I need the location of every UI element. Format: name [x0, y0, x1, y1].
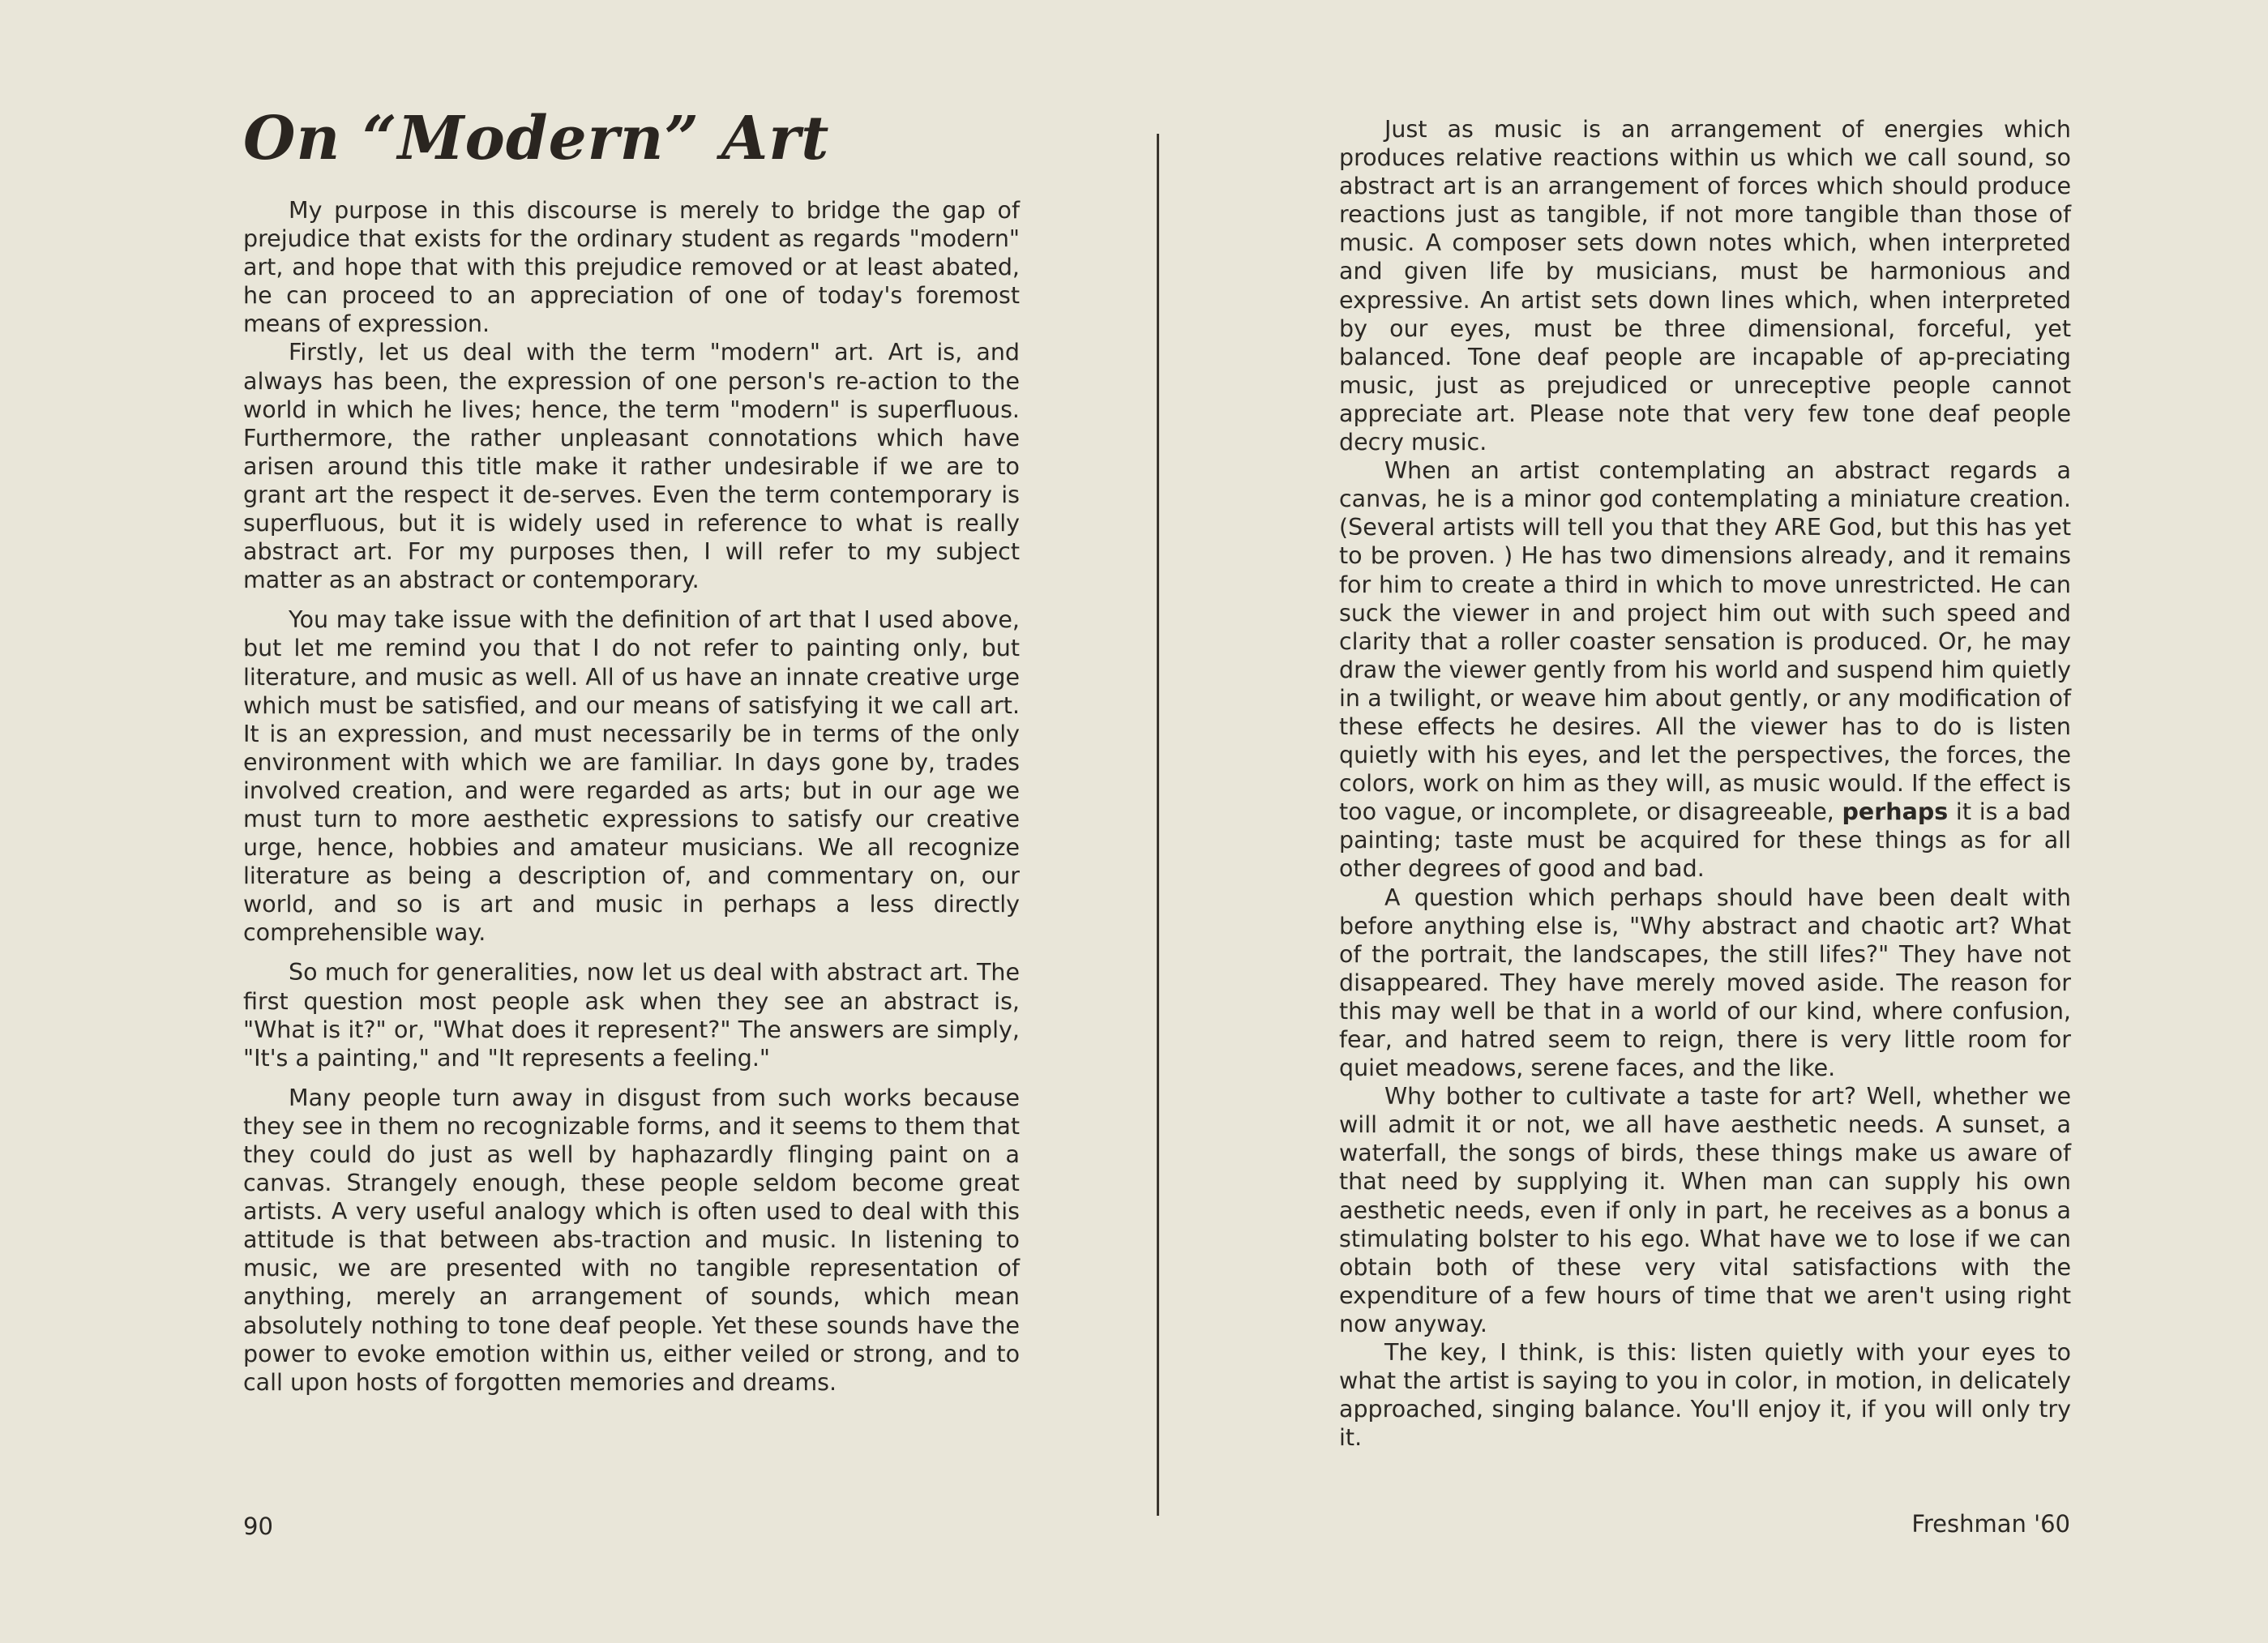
column-divider [1157, 134, 1159, 1516]
left-column [243, 196, 1020, 1397]
paragraph-2: Firstly, let us deal with the term "modern" art. Art is, and always has been, the expression of one person's re-action to the world in which he lives; hence, the term "modern" is superfluous. Furthermore, the rather unpleasant connotations which have arisen around this title make it rather undesirable if we are to grant art the respect it de-serves. Even the term contemporary is superfluous, but it is widely used in reference to what is really abstract art. For my purposes then, I will refer to my subject matter as an abstract or contemporary. [243, 339, 1020, 594]
paragraph-1: My purpose in this discourse is merely to bridge the gap of prejudice that exists for the ordinary student as regards "modern" art, and hope that with this prejudice removed or at least abated, he can proceed to an appreciation of one of today's foremost means of expression. [243, 197, 1020, 338]
paragraph-9: Why bother to cultivate a taste for art? Well, whether we will admit it or not, we all have aesthetic needs. A sunset, a waterfall, the songs of birds, these things make us aware of that need by supplying it. When man can supply his own aesthetic needs, even if only in part, he receives as a bonus a stimulating bolster to his ego. What have we to lose if we can obtain both of these very vital satisfactions with the expenditure of a few hours of time that we aren't using right now anyway. [1339, 1083, 2071, 1337]
paragraph-6: Just as music is an arrangement of energies which produces relative reactions within us which we call sound, so abstract art is an arrangement of forces which should produce reactions just as tangible, if not more tangible than those of music. A composer sets down notes which, when interpreted and given life by musicians, must be harmonious and expressive. An artist sets down lines which, when interpreted by our eyes, must be three dimensional, forceful, yet balanced. Tone deaf people are incapable of ap-preciating music, just as prejudiced or unreceptive people cannot appreciate art. Please note that very few tone deaf people decry music. [1339, 116, 2071, 456]
paragraph-7-text-b: it is a bad painting; taste must be acquired for these things as for all other degrees of good and bad. [1339, 798, 2072, 883]
paragraph-7-text-a: When an artist contemplating an abstract regards a canvas, he is a minor god contemplating a miniature creation. (Several artists will tell you that they ARE God, but this has yet to be proven. ) He has two dimensions already, and it remains for him to create a third in which to move unrestricted. He can suck the viewer in and project him out with such speed and clarity that a roller coaster sensation is produced. Or, he may draw the viewer gently from his world and suspend him quietly in a twilight, or weave him about gently, or any modification of these effects he desires. All the viewer has to do is listen quietly with his eyes, and let the perspectives, the forces, the colors, work on him as they will, as music would. If the effect is too vague, or incomplete, or disagreeable, [1339, 457, 2071, 826]
paragraph-7 [1339, 456, 2071, 883]
page-number: 90 [243, 1513, 273, 1540]
paragraph-3: You may take issue with the definition of art that I used above, but let me remind you that I do not refer to painting only, but literature, and music as well. All of us have an innate creative urge which must be satisfied, and our means of satisfying it we call art. It is an expression, and must necessarily be in terms of the only environment with which we are familiar. In days gone by, trades involved creation, and were regarded as arts; but in our age we must turn to more aesthetic expressions to satisfy our creative urge, hence, hobbies and amateur musicians. We all recognize literature as being a description of, and commentary on, our world, and so is art and music in perhaps a less directly comprehensible way. [243, 606, 1020, 947]
article-title: On “Modern” Art [243, 104, 830, 173]
right-column [1339, 115, 2071, 1452]
paragraph-5: Many people turn away in disgust from such works because they see in them no recognizable forms, and it seems to them that they could do just as well by haphazardly flinging paint on a canvas. Strangely enough, these people seldom become great artists. A very useful analogy which is often used to deal with this attitude is that between abs-traction and music. In listening to music, we are presented with no tangible representation of anything, merely an arrangement of sounds, which mean absolutely nothing to tone deaf people. Yet these sounds have the power to evoke emotion within us, either veiled or strong, and to call upon hosts of forgotten memories and dreams. [243, 1084, 1020, 1396]
paragraph-10: The key, I think, is this: listen quietly with your eyes to what the artist is saying to you in color, in motion, in delicately approached, singing balance. You'll enjoy it, if you will only try it. [1339, 1339, 2071, 1452]
footer-label: Freshman '60 [1911, 1510, 2070, 1538]
paragraph-4: So much for generalities, now let us deal with abstract art. The first question most people ask when they see an abstract is, "What is it?" or, "What does it represent?" The answers are simply, "It's a painting," and "It represents a feeling." [243, 959, 1020, 1072]
emphasis-perhaps: perhaps [1842, 798, 1949, 826]
paragraph-8: A question which perhaps should have been dealt with before anything else is, "Why abstract and chaotic art? What of the portrait, the landscapes, the still lifes?" They have not disappeared. They have merely moved aside. The reason for this may well be that in a world of our kind, where confusion, fear, and hatred seem to reign, there is very little room for quiet meadows, serene faces, and the like. [1339, 884, 2071, 1082]
